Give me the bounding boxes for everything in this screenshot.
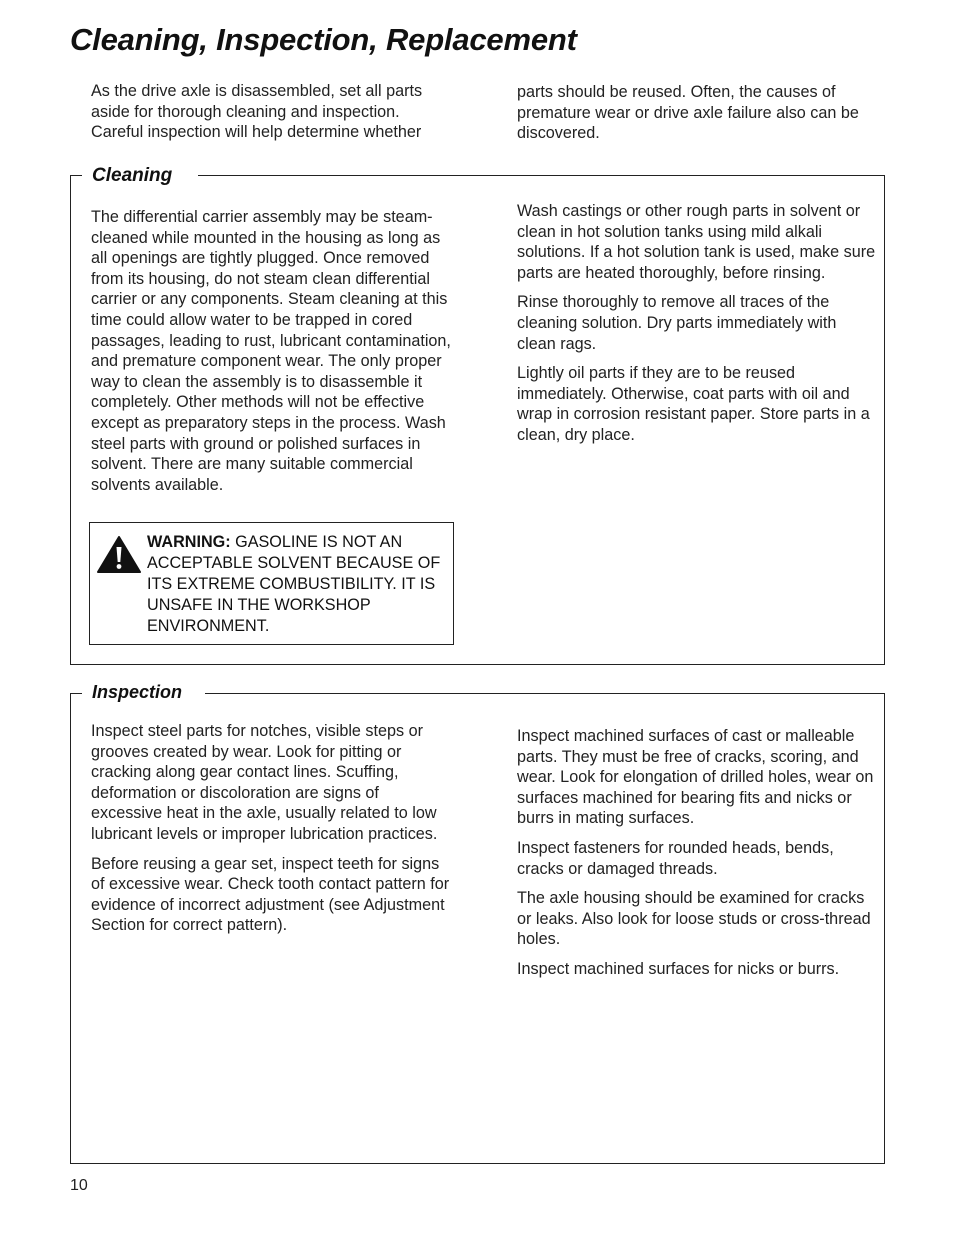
- warning-box: [89, 522, 454, 645]
- inspection-right-column: [517, 726, 882, 989]
- cleaning-right-paragraph-3: Lightly oil parts if they are to be reused immediately. Otherwise, coat parts with oil and wrap in corrosion resistant paper. Store parts in a clean, dry place.: [517, 364, 870, 444]
- cleaning-left-column: [91, 207, 459, 504]
- cleaning-top-rule-left: [70, 175, 82, 176]
- intro-left-text: As the drive axle is disassembled, set all parts aside for thorough cleaning and inspection. Careful inspection will help determine whether: [91, 82, 423, 142]
- inspection-right-paragraph-3: The axle housing should be examined for cracks or leaks. Also look for loose studs or cross-thread holes.: [517, 889, 871, 949]
- inspection-left-column: [91, 721, 453, 945]
- warning-text: [147, 532, 447, 637]
- inspection-right-paragraph-1: Inspect machined surfaces of cast or malleable parts. They must be free of cracks, scoring, and wear. Look for elongation of drilled holes, wear on surfaces machined for bearing fits and nicks or burrs in mating surfaces.: [517, 727, 874, 828]
- intro-right-text: parts should be reused. Often, the causes of premature wear or drive axle failure also can be discovered.: [517, 83, 859, 143]
- warning-message: GASOLINE IS NOT AN ACCEPTABLE SOLVENT BECAUSE OF ITS EXTREME COMBUSTIBILITY. IT IS UNSAFE IN THE WORKSHOP ENVIRONMENT.: [147, 533, 441, 635]
- inspection-heading: Inspection: [92, 682, 183, 702]
- intro-right-column: [517, 82, 882, 153]
- intro-left-column: [91, 81, 456, 152]
- page-number: 10: [70, 1177, 88, 1194]
- inspection-top-rule-right: [205, 693, 885, 694]
- cleaning-right-column: [517, 201, 877, 455]
- cleaning-right-paragraph-2: Rinse thoroughly to remove all traces of the cleaning solution. Dry parts immediately with clean rags.: [517, 293, 837, 353]
- cleaning-right-paragraph-1: Wash castings or other rough parts in solvent or clean in hot solution tanks using mild alkali solutions. If a hot solution tank is used, make sure parts are heated thoroughly, before rinsing.: [517, 202, 876, 282]
- inspection-right-paragraph-2: Inspect fasteners for rounded heads, bends, cracks or damaged threads.: [517, 838, 834, 878]
- inspection-top-rule-left: [70, 693, 82, 694]
- cleaning-left-paragraph: The differential carrier assembly may be steam-cleaned while mounted in the housing as long as all openings are tightly plugged. Once removed from its housing, do not steam clean differential carrier or any components. Steam cleaning at this time could allow water to be trapped in cored passages, leading to rust, lubricant contamination, and premature component wear. The only proper way to clean the assembly is to disassemble it completely. Other methods will not be effective except as preparatory steps in the process. Wash steel parts with ground or polished surfaces in solvent. There are many suitable commercial solvents available.: [91, 208, 451, 494]
- cleaning-heading: Cleaning: [92, 165, 173, 186]
- warning-triangle-icon: [96, 535, 142, 575]
- cleaning-top-rule-right: [198, 175, 885, 176]
- inspection-left-paragraph-1: Inspect steel parts for notches, visible steps or grooves created by wear. Look for pitting or cracking along gear contact lines. Scuffing, deformation or discoloration are signs of excessive heat in the axle, usually related to low lubricant levels or improper lubrication practices.: [91, 722, 438, 843]
- inspection-left-paragraph-2: Before reusing a gear set, inspect teeth for signs of excessive wear. Check tooth contact pattern for evidence of incorrect adjustment (see Adjustment Section for correct pattern).: [91, 854, 450, 935]
- inspection-right-paragraph-4: Inspect machined surfaces for nicks or burrs.: [517, 959, 840, 978]
- warning-label: WARNING:: [147, 533, 231, 551]
- page-title: Cleaning, Inspection, Replacement: [70, 22, 577, 57]
